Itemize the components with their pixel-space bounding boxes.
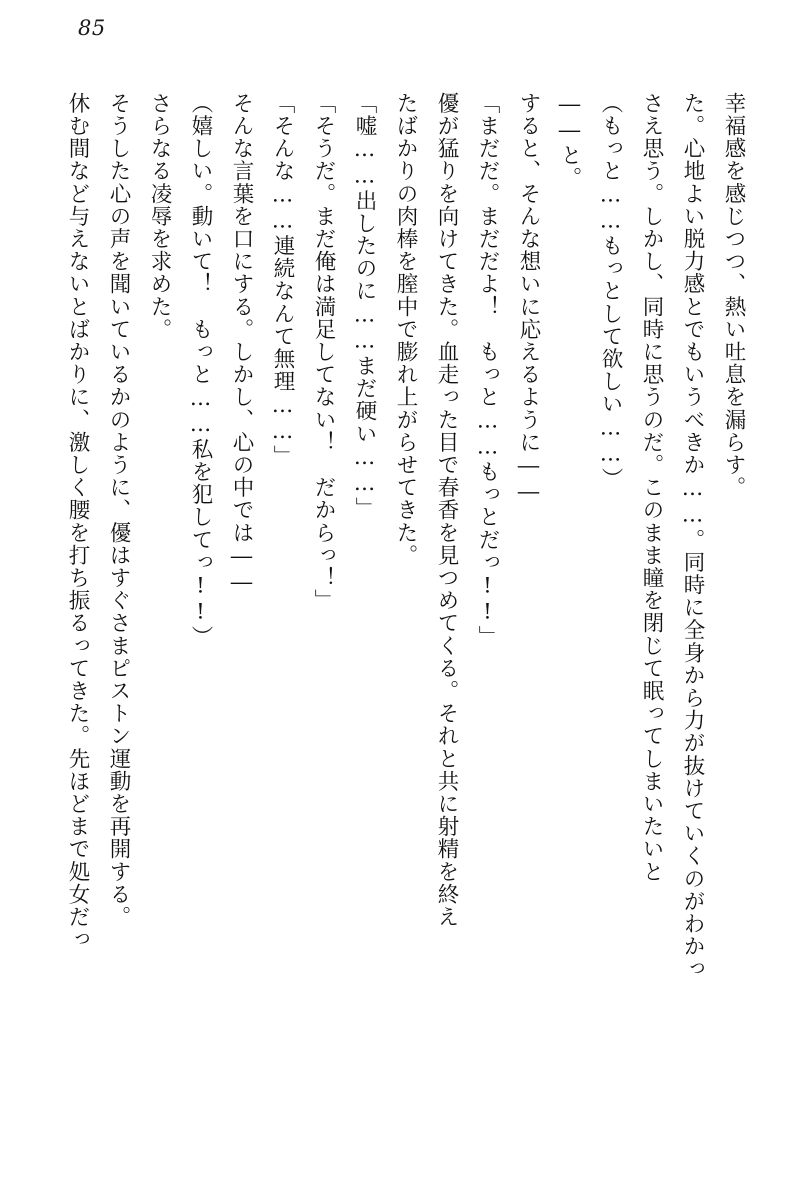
paragraph: （もっと……もっとして欲しい……） xyxy=(598,92,623,491)
paragraph: 「嘘……出したのに……まだ硬い……」 xyxy=(352,92,377,520)
paragraph: さらなる凌辱を求めた。 xyxy=(147,92,172,341)
page-text-body xyxy=(38,92,754,1167)
paragraph: 「まだだ。まだだよ！ もっと……もっとだっ!!」 xyxy=(475,92,500,649)
paragraph: （嬉しい。動いて！ もっと……私を犯してっ!!） xyxy=(188,92,213,649)
paragraph: 「そうだ。まだ俺は満足してない！ だからっ！」 xyxy=(311,92,336,612)
paragraph: そんな言葉を口にする。しかし、心の中では―― xyxy=(229,92,254,597)
paragraph: たばかりの肉棒を膣中で膨れ上がらせてきた。 xyxy=(393,92,418,567)
paragraph: 休む間など与えないとばかりに、激しく腰を打ち振るってきた。先ほどまで処女だっ xyxy=(65,92,90,951)
paragraph: 幸福感を感じつつ、熱い吐息を漏らす。 xyxy=(721,92,746,499)
paragraph: 「そんな……連続なんて無理……」 xyxy=(270,92,295,468)
paragraph: 優が猛りを向けてきた。血走った目で春香を見つめてくる。それと共に射精を終え xyxy=(434,92,459,929)
paragraph: そうした心の声を聞いているかのように、優はすぐさまピストン運動を再開する。 xyxy=(106,92,131,929)
paragraph: さえ思う。しかし、同時に思うのだ。このまま瞳を閉じて眠ってしまいたいと xyxy=(639,92,664,883)
paragraph: た。心地よい脱力感とでもいうべきか……。同時に全身から力が抜けていくのがわかっ xyxy=(680,92,705,981)
paragraph: すると、そんな想いに応えるように―― xyxy=(516,92,541,506)
page-number: 85 xyxy=(78,16,106,40)
paragraph: ――と。 xyxy=(557,92,582,190)
